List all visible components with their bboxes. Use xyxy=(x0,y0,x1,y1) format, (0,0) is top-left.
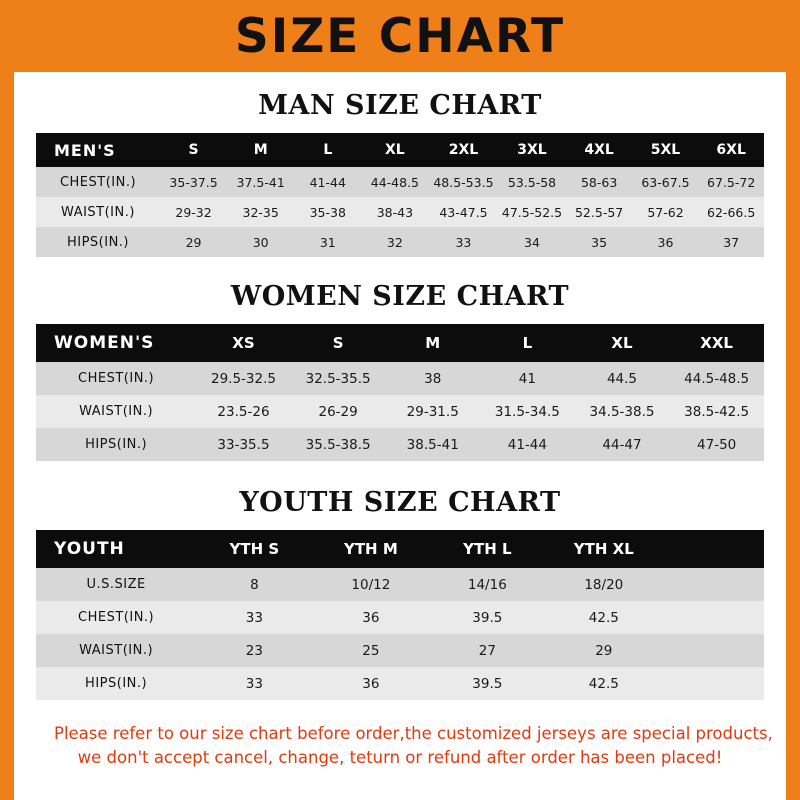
women-cell-2-2: 38.5-41 xyxy=(385,428,480,461)
table-row xyxy=(36,167,764,197)
man-header-cell-2: M xyxy=(227,133,294,167)
man-cell-1-4: 43-47.5 xyxy=(428,197,498,227)
table-row xyxy=(36,667,764,700)
youth-cell-3-0: 33 xyxy=(196,667,312,700)
man-header-cell-0: MEN'S xyxy=(36,133,160,167)
man-row-label-2: HIPS(IN.) xyxy=(36,227,160,257)
man-cell-1-6: 52.5-57 xyxy=(566,197,633,227)
man-size-table xyxy=(36,133,764,257)
women-cell-0-3: 41 xyxy=(480,362,575,395)
man-cell-0-8: 67.5-72 xyxy=(698,167,764,197)
youth-row-label-1: CHEST(IN.) xyxy=(36,601,196,634)
women-cell-0-0: 29.5-32.5 xyxy=(196,362,291,395)
page-title: SIZE CHART xyxy=(234,8,566,64)
man-cell-1-1: 32-35 xyxy=(227,197,294,227)
man-cell-1-8: 62-66.5 xyxy=(698,197,764,227)
youth-cell-3-4 xyxy=(662,667,764,700)
youth-cell-1-0: 33 xyxy=(196,601,312,634)
youth-cell-2-2: 27 xyxy=(429,634,545,667)
man-cell-2-1: 30 xyxy=(227,227,294,257)
women-cell-2-0: 33-35.5 xyxy=(196,428,291,461)
man-cell-2-3: 32 xyxy=(361,227,428,257)
man-cell-0-2: 41-44 xyxy=(294,167,361,197)
table-row xyxy=(36,634,764,667)
women-header-cell-1: XS xyxy=(196,324,291,362)
youth-cell-2-1: 25 xyxy=(313,634,429,667)
youth-cell-3-3: 42.5 xyxy=(546,667,662,700)
women-cell-1-3: 31.5-34.5 xyxy=(480,395,575,428)
youth-cell-3-1: 36 xyxy=(313,667,429,700)
banner xyxy=(0,0,800,72)
women-cell-2-3: 41-44 xyxy=(480,428,575,461)
man-cell-2-6: 35 xyxy=(566,227,633,257)
youth-row-label-0: U.S.SIZE xyxy=(36,568,196,601)
women-cell-1-2: 29-31.5 xyxy=(385,395,480,428)
youth-header-cell-4: YTH XL xyxy=(546,530,662,568)
man-cell-2-7: 36 xyxy=(633,227,699,257)
table-row xyxy=(36,362,764,395)
footer-line-2: we don't accept cancel, change, teturn or refund after order has been placed! xyxy=(77,747,723,767)
table-row xyxy=(36,227,764,257)
man-row-label-0: CHEST(IN.) xyxy=(36,167,160,197)
youth-cell-1-2: 39.5 xyxy=(429,601,545,634)
man-header-cell-8: 5XL xyxy=(633,133,699,167)
women-cell-0-5: 44.5-48.5 xyxy=(669,362,764,395)
man-cell-1-2: 35-38 xyxy=(294,197,361,227)
table-header-row xyxy=(36,324,764,362)
man-cell-2-2: 31 xyxy=(294,227,361,257)
table-header-row xyxy=(36,133,764,167)
man-section-title: MAN SIZE CHART xyxy=(258,90,542,121)
man-cell-0-0: 35-37.5 xyxy=(160,167,227,197)
man-cell-0-4: 48.5-53.5 xyxy=(428,167,498,197)
man-cell-1-5: 47.5-52.5 xyxy=(498,197,565,227)
youth-header-cell-2: YTH M xyxy=(313,530,429,568)
women-header-cell-6: XXL xyxy=(669,324,764,362)
women-header-cell-2: S xyxy=(291,324,386,362)
table-row xyxy=(36,428,764,461)
youth-cell-1-3: 42.5 xyxy=(546,601,662,634)
man-cell-0-3: 44-48.5 xyxy=(361,167,428,197)
youth-cell-0-3: 18/20 xyxy=(546,568,662,601)
man-cell-1-0: 29-32 xyxy=(160,197,227,227)
women-cell-1-5: 38.5-42.5 xyxy=(669,395,764,428)
man-header-cell-6: 3XL xyxy=(498,133,565,167)
women-row-label-0: CHEST(IN.) xyxy=(36,362,196,395)
youth-cell-1-1: 36 xyxy=(313,601,429,634)
youth-section-title: YOUTH SIZE CHART xyxy=(239,487,561,518)
women-cell-1-4: 34.5-38.5 xyxy=(575,395,670,428)
man-header-cell-1: S xyxy=(160,133,227,167)
women-cell-0-4: 44.5 xyxy=(575,362,670,395)
man-header-cell-3: L xyxy=(294,133,361,167)
man-header-cell-7: 4XL xyxy=(566,133,633,167)
man-header-cell-5: 2XL xyxy=(428,133,498,167)
man-cell-2-0: 29 xyxy=(160,227,227,257)
man-cell-2-4: 33 xyxy=(428,227,498,257)
youth-size-table xyxy=(36,530,764,700)
table-row xyxy=(36,601,764,634)
youth-header-cell-0: YOUTH xyxy=(36,530,196,568)
table-header-row xyxy=(36,530,764,568)
youth-cell-2-0: 23 xyxy=(196,634,312,667)
table-row xyxy=(36,568,764,601)
women-size-table xyxy=(36,324,764,461)
man-header-cell-9: 6XL xyxy=(698,133,764,167)
youth-cell-0-4 xyxy=(662,568,764,601)
man-cell-1-3: 38-43 xyxy=(361,197,428,227)
man-cell-0-7: 63-67.5 xyxy=(633,167,699,197)
women-header-cell-5: XL xyxy=(575,324,670,362)
man-row-label-1: WAIST(IN.) xyxy=(36,197,160,227)
youth-cell-1-4 xyxy=(662,601,764,634)
women-cell-0-1: 32.5-35.5 xyxy=(291,362,386,395)
women-row-label-2: HIPS(IN.) xyxy=(36,428,196,461)
footer-line-1: Please refer to our size chart before order,the customized jerseys are special products, xyxy=(54,724,773,743)
youth-cell-0-2: 14/16 xyxy=(429,568,545,601)
youth-header-cell-5 xyxy=(662,530,764,568)
table-row xyxy=(36,395,764,428)
women-cell-0-2: 38 xyxy=(385,362,480,395)
women-cell-2-4: 44-47 xyxy=(575,428,670,461)
women-header-cell-3: M xyxy=(385,324,480,362)
women-row-label-1: WAIST(IN.) xyxy=(36,395,196,428)
youth-cell-2-3: 29 xyxy=(546,634,662,667)
youth-header-cell-1: YTH S xyxy=(196,530,312,568)
youth-cell-3-2: 39.5 xyxy=(429,667,545,700)
man-cell-2-5: 34 xyxy=(498,227,565,257)
women-cell-2-5: 47-50 xyxy=(669,428,764,461)
man-cell-1-7: 57-62 xyxy=(633,197,699,227)
women-section-title: WOMEN SIZE CHART xyxy=(230,281,570,312)
content xyxy=(14,90,786,770)
youth-cell-2-4 xyxy=(662,634,764,667)
youth-row-label-2: WAIST(IN.) xyxy=(36,634,196,667)
women-header-cell-0: WOMEN'S xyxy=(36,324,196,362)
youth-cell-0-1: 10/12 xyxy=(313,568,429,601)
women-cell-2-1: 35.5-38.5 xyxy=(291,428,386,461)
youth-row-label-3: HIPS(IN.) xyxy=(36,667,196,700)
man-header-cell-4: XL xyxy=(361,133,428,167)
women-cell-1-1: 26-29 xyxy=(291,395,386,428)
man-cell-2-8: 37 xyxy=(698,227,764,257)
youth-cell-0-0: 8 xyxy=(196,568,312,601)
man-cell-0-6: 58-63 xyxy=(566,167,633,197)
footer-note xyxy=(36,722,773,770)
youth-header-cell-3: YTH L xyxy=(429,530,545,568)
man-cell-0-5: 53.5-58 xyxy=(498,167,565,197)
man-cell-0-1: 37.5-41 xyxy=(227,167,294,197)
women-cell-1-0: 23.5-26 xyxy=(196,395,291,428)
table-row xyxy=(36,197,764,227)
women-header-cell-4: L xyxy=(480,324,575,362)
